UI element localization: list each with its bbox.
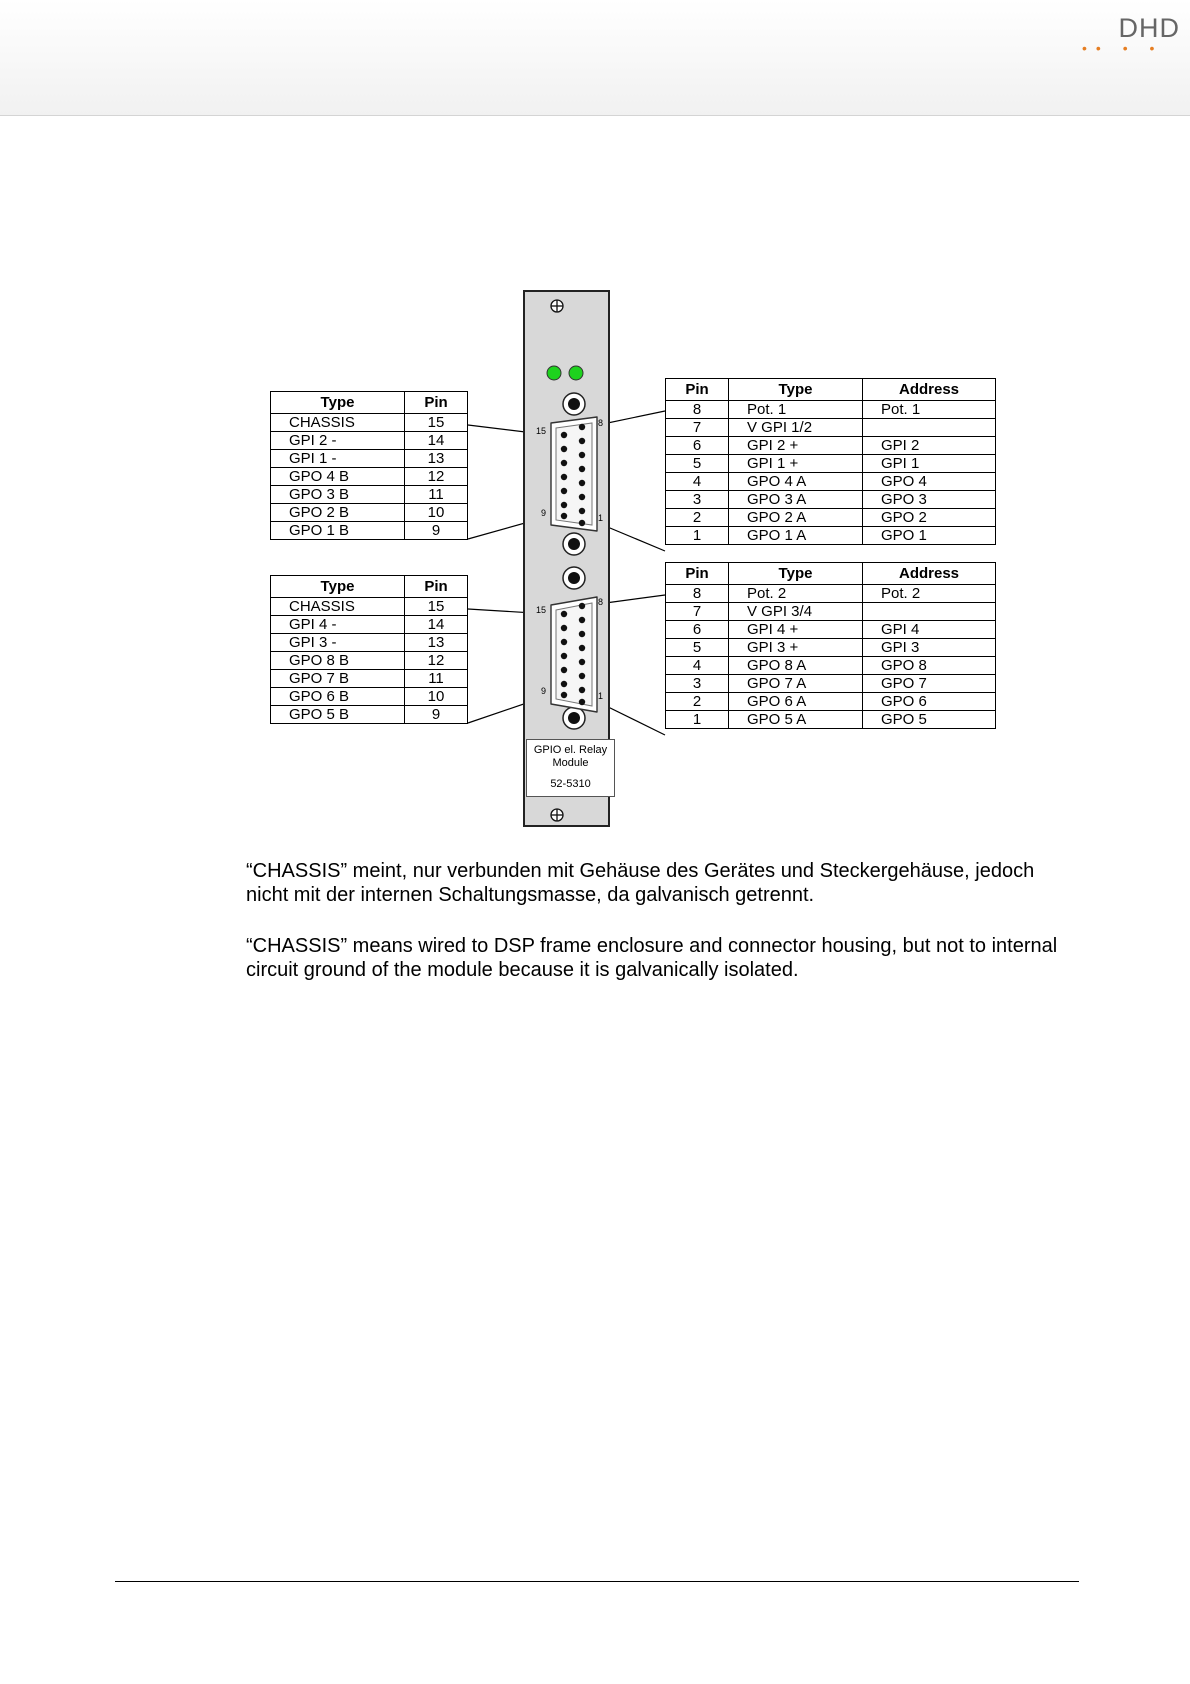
cell-type: GPI 4 -	[271, 616, 405, 634]
cell-pin: 1	[666, 711, 729, 729]
module-label-number: 52-5310	[550, 778, 591, 790]
col-type: Type	[271, 392, 405, 414]
col-type: Type	[729, 563, 863, 585]
module-label-name: GPIO el. Relay Module	[533, 744, 608, 769]
note-german: “CHASSIS” meint, nur verbunden mit Gehäuse des Gerätes und Steckergehäuse, jedoch nicht mit der internen Schaltungsmasse, da galvanisch getrennt.	[246, 860, 1035, 906]
cell-pin: 2	[666, 509, 729, 527]
left-table-bottom	[270, 575, 468, 724]
cell-type: GPO 8 B	[271, 652, 405, 670]
cell-type: GPO 7 A	[729, 675, 863, 693]
cell-type: GPO 4 A	[729, 473, 863, 491]
cell-type: GPI 4 +	[729, 621, 863, 639]
cell-type: GPO 6 B	[271, 688, 405, 706]
logo-text: DHD	[1118, 13, 1180, 43]
cell-type: GPI 2 -	[271, 432, 405, 450]
table-row	[271, 450, 468, 468]
cell-type: GPI 2 +	[729, 437, 863, 455]
table-row	[271, 432, 468, 450]
table-row	[271, 652, 468, 670]
col-pin: Pin	[666, 563, 729, 585]
cell-pin: 11	[405, 670, 468, 688]
cell-pin: 3	[666, 491, 729, 509]
cell-address: GPO 8	[863, 657, 996, 675]
col-type: Type	[271, 576, 405, 598]
cell-pin: 6	[666, 437, 729, 455]
cell-address: GPI 2	[863, 437, 996, 455]
cell-type: GPO 1 B	[271, 522, 405, 540]
cell-type: GPO 2 B	[271, 504, 405, 522]
cell-address: Pot. 1	[863, 401, 996, 419]
cell-pin: 12	[405, 468, 468, 486]
cell-address: GPO 2	[863, 509, 996, 527]
cell-address: GPO 5	[863, 711, 996, 729]
cell-pin: 10	[405, 688, 468, 706]
cell-type: GPO 4 B	[271, 468, 405, 486]
table-header-row	[666, 379, 996, 401]
cell-pin: 12	[405, 652, 468, 670]
cell-pin: 7	[666, 603, 729, 621]
cell-pin: 15	[405, 414, 468, 432]
cell-type: GPO 3 A	[729, 491, 863, 509]
col-pin: Pin	[666, 379, 729, 401]
table-row	[271, 670, 468, 688]
table-row	[666, 657, 996, 675]
table-row	[666, 419, 996, 437]
bottom-conn-label-8: 8	[598, 597, 604, 607]
cell-pin: 3	[666, 675, 729, 693]
bottom-conn-label-15: 15	[536, 605, 547, 615]
cell-pin: 14	[405, 432, 468, 450]
table-row	[271, 634, 468, 652]
cell-address	[863, 419, 996, 437]
table-row	[666, 491, 996, 509]
cell-pin: 2	[666, 693, 729, 711]
col-address: Address	[863, 379, 996, 401]
table-row	[271, 706, 468, 724]
cell-pin: 4	[666, 473, 729, 491]
table-row	[271, 486, 468, 504]
col-pin: Pin	[405, 392, 468, 414]
cell-pin: 6	[666, 621, 729, 639]
cell-type: GPO 7 B	[271, 670, 405, 688]
logo-dots: •• • •	[1082, 40, 1164, 56]
cell-pin: 13	[405, 450, 468, 468]
table-header-row	[666, 563, 996, 585]
cell-type: GPI 3 -	[271, 634, 405, 652]
cell-type: GPO 1 A	[729, 527, 863, 545]
cell-address: GPO 3	[863, 491, 996, 509]
cell-type: GPO 2 A	[729, 509, 863, 527]
cell-type: V GPI 1/2	[729, 419, 863, 437]
table-row	[666, 401, 996, 419]
right-table-top	[665, 378, 996, 545]
cell-address: GPI 3	[863, 639, 996, 657]
cell-address: GPO 4	[863, 473, 996, 491]
table-row	[666, 675, 996, 693]
table-row	[271, 616, 468, 634]
cell-pin: 9	[405, 522, 468, 540]
table-row	[666, 527, 996, 545]
cell-type: GPI 1 -	[271, 450, 405, 468]
cell-pin: 7	[666, 419, 729, 437]
top-conn-label-15: 15	[536, 426, 547, 436]
note-english: “CHASSIS” means wired to DSP frame enclosure and connector housing, but not to internal circuit ground of the module because it is galvanically isolated.	[246, 935, 1058, 981]
table-row	[666, 473, 996, 491]
col-address: Address	[863, 563, 996, 585]
cell-type: GPI 3 +	[729, 639, 863, 657]
bottom-conn-label-1: 1	[598, 691, 604, 701]
table-row	[666, 711, 996, 729]
cell-type: GPO 6 A	[729, 693, 863, 711]
cell-pin: 10	[405, 504, 468, 522]
top-conn-label-9: 9	[541, 508, 547, 518]
cell-address: GPO 1	[863, 527, 996, 545]
table-row	[271, 688, 468, 706]
table-header-row	[271, 576, 468, 598]
cell-address: GPO 7	[863, 675, 996, 693]
cell-address: GPI 1	[863, 455, 996, 473]
cell-type: Pot. 1	[729, 401, 863, 419]
cell-address	[863, 603, 996, 621]
top-conn-label-1: 1	[598, 513, 604, 523]
table-row	[271, 504, 468, 522]
cell-type: CHASSIS	[271, 598, 405, 616]
page-header	[0, 0, 1190, 116]
cell-type: GPO 3 B	[271, 486, 405, 504]
table-row	[666, 693, 996, 711]
cell-pin: 5	[666, 639, 729, 657]
table-row	[271, 468, 468, 486]
cell-pin: 15	[405, 598, 468, 616]
cell-type: V GPI 3/4	[729, 603, 863, 621]
table-row	[666, 603, 996, 621]
bottom-conn-label-9: 9	[541, 686, 547, 696]
cell-type: GPO 5 A	[729, 711, 863, 729]
top-conn-label-8: 8	[598, 418, 604, 428]
table-row	[666, 455, 996, 473]
cell-type: Pot. 2	[729, 585, 863, 603]
cell-type: GPO 5 B	[271, 706, 405, 724]
cell-pin: 8	[666, 401, 729, 419]
left-table-top	[270, 391, 468, 540]
cell-address: Pot. 2	[863, 585, 996, 603]
cell-type: CHASSIS	[271, 414, 405, 432]
table-row	[666, 509, 996, 527]
table-header-row	[271, 392, 468, 414]
table-row	[271, 598, 468, 616]
cell-pin: 9	[405, 706, 468, 724]
table-row	[666, 437, 996, 455]
table-row	[666, 639, 996, 657]
cell-pin: 8	[666, 585, 729, 603]
cell-pin: 4	[666, 657, 729, 675]
cell-pin: 1	[666, 527, 729, 545]
col-type: Type	[729, 379, 863, 401]
table-row	[666, 585, 996, 603]
cell-type: GPO 8 A	[729, 657, 863, 675]
dhd-logo	[1080, 12, 1180, 54]
table-row	[666, 621, 996, 639]
module-label	[526, 739, 615, 797]
table-row	[271, 522, 468, 540]
cell-pin: 5	[666, 455, 729, 473]
footer-divider	[115, 1581, 1079, 1582]
cell-address: GPI 4	[863, 621, 996, 639]
right-table-bottom	[665, 562, 996, 729]
cell-type: GPI 1 +	[729, 455, 863, 473]
cell-pin: 11	[405, 486, 468, 504]
table-row	[271, 414, 468, 432]
cell-pin: 14	[405, 616, 468, 634]
col-pin: Pin	[405, 576, 468, 598]
cell-pin: 13	[405, 634, 468, 652]
cell-address: GPO 6	[863, 693, 996, 711]
